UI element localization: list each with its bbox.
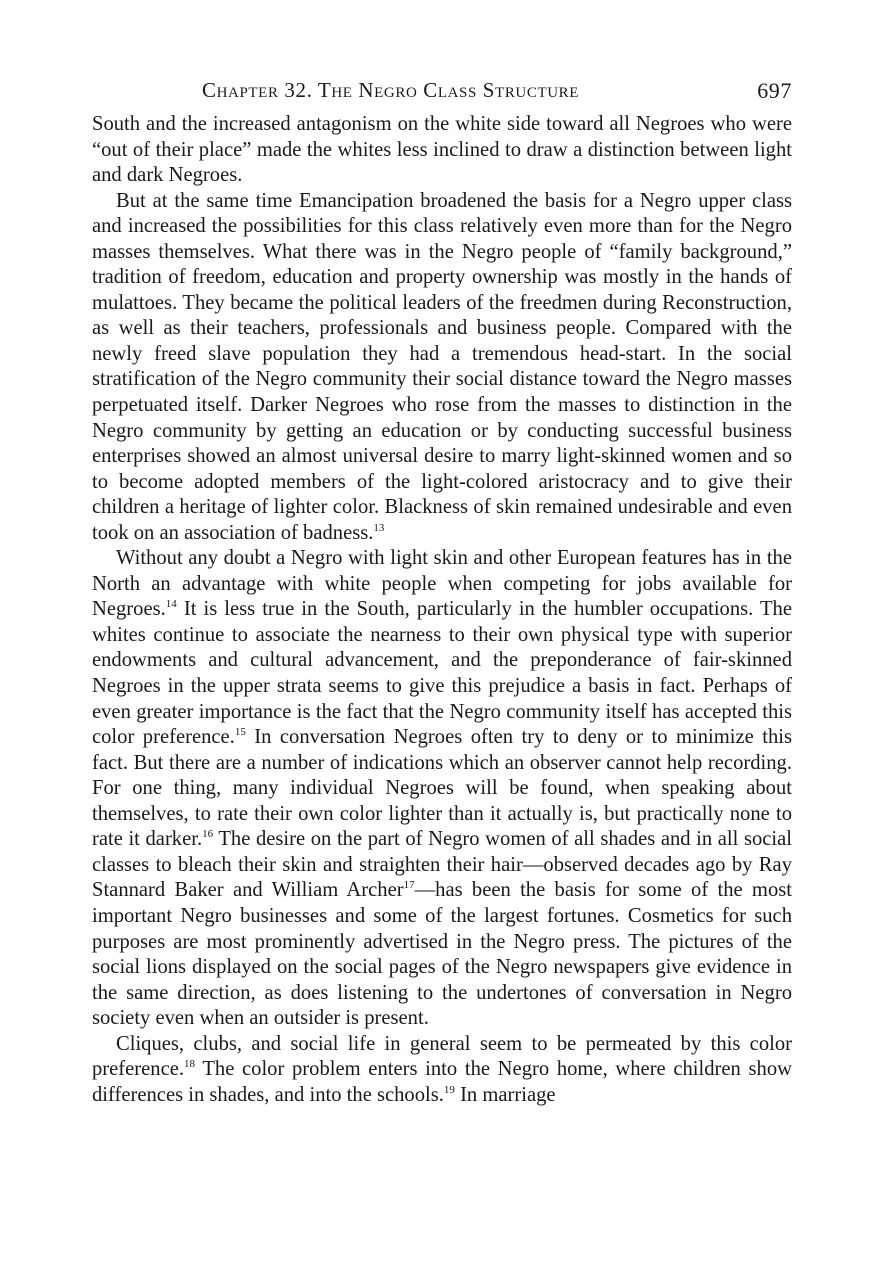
footnote-ref-19[interactable]: 19 [443, 1083, 455, 1096]
paragraph-4-text-a: Cliques, clubs, and social life in general seem to be permeated by this color preference. [92, 1032, 792, 1081]
paragraph-3-text-c: In conversation Negroes often try to deny or to minimize this fact. But there are a number of indications which an observer cannot help recording. For one thing, many individual Negroes will be found, when speaking about themselves, to rate their own color lighter than it actually is, but practically none to rate it darker. [92, 726, 792, 851]
paragraph-2 [92, 189, 792, 547]
paragraph-1 [92, 112, 792, 189]
paragraph-2-text: But at the same time Emancipation broadened the basis for a Negro upper class and increased the possibilities for this class relatively even more than for the Negro masses themselves. What there was in the Negro people of “family background,” tradition of freedom, education and property ownership was mostly in the hands of mulattoes. They became the political leaders of the freedmen during Reconstruction, as well as their teachers, professionals and business people. Compared with the newly freed slave population they had a tremendous head-start. In the social stratification of the Negro community their social distance toward the Negro masses perpetuated itself. Darker Negroes who rose from the masses to distinction in the Negro community by getting an education or by conducting successful business enterprises showed an almost universal desire to marry light-skinned women and so to become adopted members of the light-colored aristocracy and to give their children a heritage of lighter color. Blackness of skin remained undesirable and even took on an association of badness. [92, 189, 792, 544]
paragraph-3 [92, 546, 792, 1031]
paragraph-4 [92, 1032, 792, 1109]
footnote-ref-16[interactable]: 16 [202, 828, 214, 841]
paragraph-3-text-b: It is less true in the South, particularly in the humbler occupations. The whites continue to associate the nearness to their own physical type with superior endowments and cultural advancement, and the preponderance of fair-skinned Negroes in the upper strata seems to give this prejudice a basis in fact. Perhaps of even greater importance is the fact that the Negro community itself has accepted this color preference. [92, 598, 792, 749]
paragraph-1-text: South and the increased antagonism on the white side toward all Negroes who were “out of their place” made the whites less inclined to draw a distinction between light and dark Negroes. [92, 113, 792, 187]
footnote-ref-14[interactable]: 14 [165, 598, 177, 611]
footnote-ref-17[interactable]: 17 [403, 879, 415, 892]
footnote-ref-13[interactable]: 13 [373, 521, 385, 534]
paragraph-4-text-c: In marriage [454, 1083, 556, 1106]
running-header [92, 78, 792, 112]
paragraph-4-text-b: The color problem enters into the Negro home, where children show differences in shades, and into the schools. [92, 1058, 792, 1106]
paragraph-3-text-d: The desire on the part of Negro women of all shades and in all social classes to bleach their skin and straighten their hair—observed decades ago by Ray Stannard Baker and William Archer [92, 828, 793, 902]
book-page [92, 78, 792, 1108]
footnote-ref-18[interactable]: 18 [184, 1058, 196, 1071]
paragraph-3-text-e: —has been the basis for some of the most important Negro businesses and some of the largest fortunes. Cosmetics for such purposes are most prominently advertised in the Negro press. The pictures of the social lions displayed on the social pages of the Negro newspapers give evidence in the same direction, as does listening to the undertones of conversation in Negro society even when an outsider is present. [92, 879, 792, 1030]
paragraph-3-text-a: Without any doubt a Negro with light skin and other European features has in the North an advantage with white people when competing for jobs available for Negroes. [92, 547, 792, 621]
footnote-ref-15[interactable]: 15 [234, 726, 246, 739]
page-number: 697 [757, 78, 792, 103]
chapter-title: Chapter 32. The Negro Class Structure [202, 78, 580, 102]
